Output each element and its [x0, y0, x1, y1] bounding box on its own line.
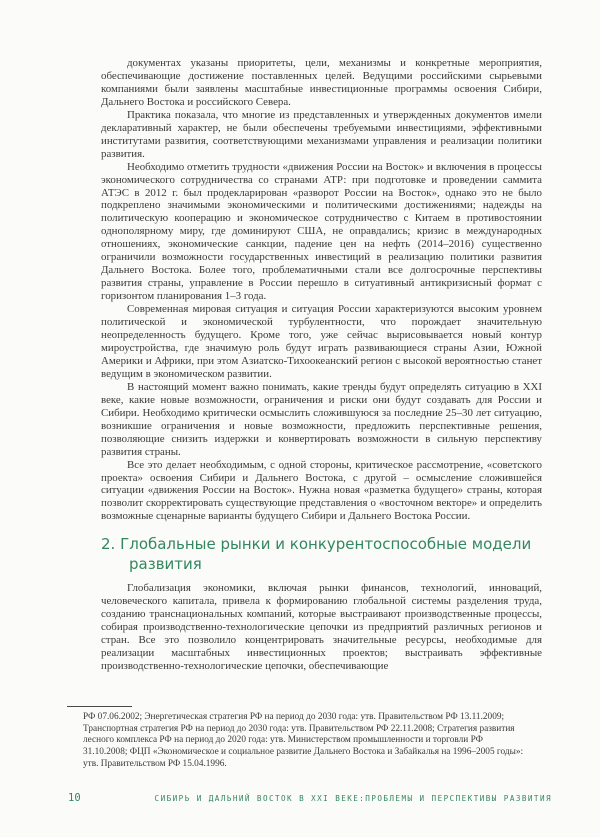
- body-paragraph: Практика показала, что многие из представленных и утвержденных документов имели декларативный характер, не были обеспечены требуемыми инвестициями, эффективными институтами развития, соответствующими механизмами управления и реализации политики развития.: [101, 108, 542, 160]
- section-heading: 2. Глобальные рынки и конкурентоспособные модели развития: [101, 535, 532, 574]
- body-paragraph: Необходимо отметить трудности «движения России на Восток» и включения в процессы экономического сотрудничества со странами АТР: при подготовке и проведении саммита АТЭС в 2012 г. был продекларирован «разворот России на Восток», однако это не было подкреплено значимыми экономическими и политическими достижениями; надежды на политическую кооперацию и экономическое сотрудничество с Китаем в противостоянии однополярному миру, где доминируют США, не оправдались; кризис в международных отношениях, экономические санкции, падение цен на нефть (2014–2016) существенно ограничили возможности государственных инвестиций в реализацию политики развития Дальнего Востока. Более того, проблематичными стали все долгосрочные перспективы развития страны, управление в России перешло в ситуативный антикризисный формат с горизонтом планирования 1–3 года.: [101, 160, 542, 303]
- footnote-line: лесного комплекса РФ на период до 2020 года: утв. Министерством промышленности и торговли РФ: [83, 735, 483, 746]
- body-paragraph: Глобализация экономики, включая рынки финансов, технологий, инноваций, человеческого капитала, привела к формированию глобальной системы разделения труда, созданию транснациональных компаний, которые выстраивают производственные процессы, собирая производственно-технологические цепочки из предприятий различных регионов и стран. Все это позволило концентрировать значительные ресурсы, необходимые для реализации масштабных инвестиционных проектов; выстраивать эффективные производственно-технологические цепочки, обеспечивающие: [101, 582, 542, 673]
- footnote-line: 31.10.2008; ФЦП «Экономическое и социальное развитие Дальнего Востока и Забайкалья на 1996–2005 годы»:: [83, 747, 524, 758]
- page-footer: [0, 792, 600, 804]
- footnote-line: Транспортная стратегия РФ на период до 2030 года: утв. Правительством РФ 22.11.2008; Стратегия развития: [83, 723, 515, 734]
- footnote-separator: [67, 706, 132, 707]
- page-number: 10: [68, 792, 81, 804]
- page-body-text: [101, 57, 542, 704]
- footnote: [67, 706, 567, 771]
- body-paragraph: документах указаны приоритеты, цели, механизмы и конкретные мероприятия, обеспечивающие достижение поставленных целей. Ведущими российскими сырьевыми компаниями были заявлены масштабные инвестиционные программы освоения Сибири, Дальнего Востока и российского Севера.: [101, 57, 542, 108]
- body-paragraph: Все это делает необходимым, с одной стороны, критическое рассмотрение, «советского проекта» освоения Сибири и Дальнего Востока, с другой – осмысление сложившейся ситуации «движения России на Восток». Нужна новая «разметка будущего» страны, которая позволит скорректировать существующие представления о «восточном векторе» и определить возможные сценарные варианты будущего Сибири и Дальнего Востока России.: [101, 458, 542, 523]
- footnote-line: утв. Правительством РФ 15.04.1996.: [83, 758, 227, 769]
- footnote-line: РФ 07.06.2002; Энергетическая стратегия РФ на период до 2030 года: утв. Правительством РФ 13.11.2009;: [83, 712, 505, 722]
- body-paragraph: В настоящий момент важно понимать, какие тренды будут определять ситуацию в XXI веке, какие новые возможности, ограничения и риски они будут создавать для России и Сибири. Необходимо критически осмыслить сложившуюся за последние 25–30 лет ситуацию, возникшие ограничения и новые возможности, предложить перспективные решения, позволяющие снизить издержки и конвертировать возможности в сильную перспективу развития страны.: [101, 380, 542, 458]
- running-title: СИБИРЬ И ДАЛЬНИЙ ВОСТОК В XXI ВЕКЕ:ПРОБЛЕМЫ И ПЕРСПЕКТИВЫ РАЗВИТИЯ: [154, 794, 552, 803]
- body-paragraph: Современная мировая ситуация и ситуация России характеризуются высоким уровнем политической и экономической турбулентности, что порождает значительную неопределенность будущего. Кроме того, уже сейчас вырисовывается новый контур мироустройства, где значимую роль будут играть развивающиеся страны Азии, Южной Америки и Африки, при этом Азиатско-Тихоокеанский регион с высокой вероятностью станет ведущим в экономическом развитии.: [101, 303, 542, 380]
